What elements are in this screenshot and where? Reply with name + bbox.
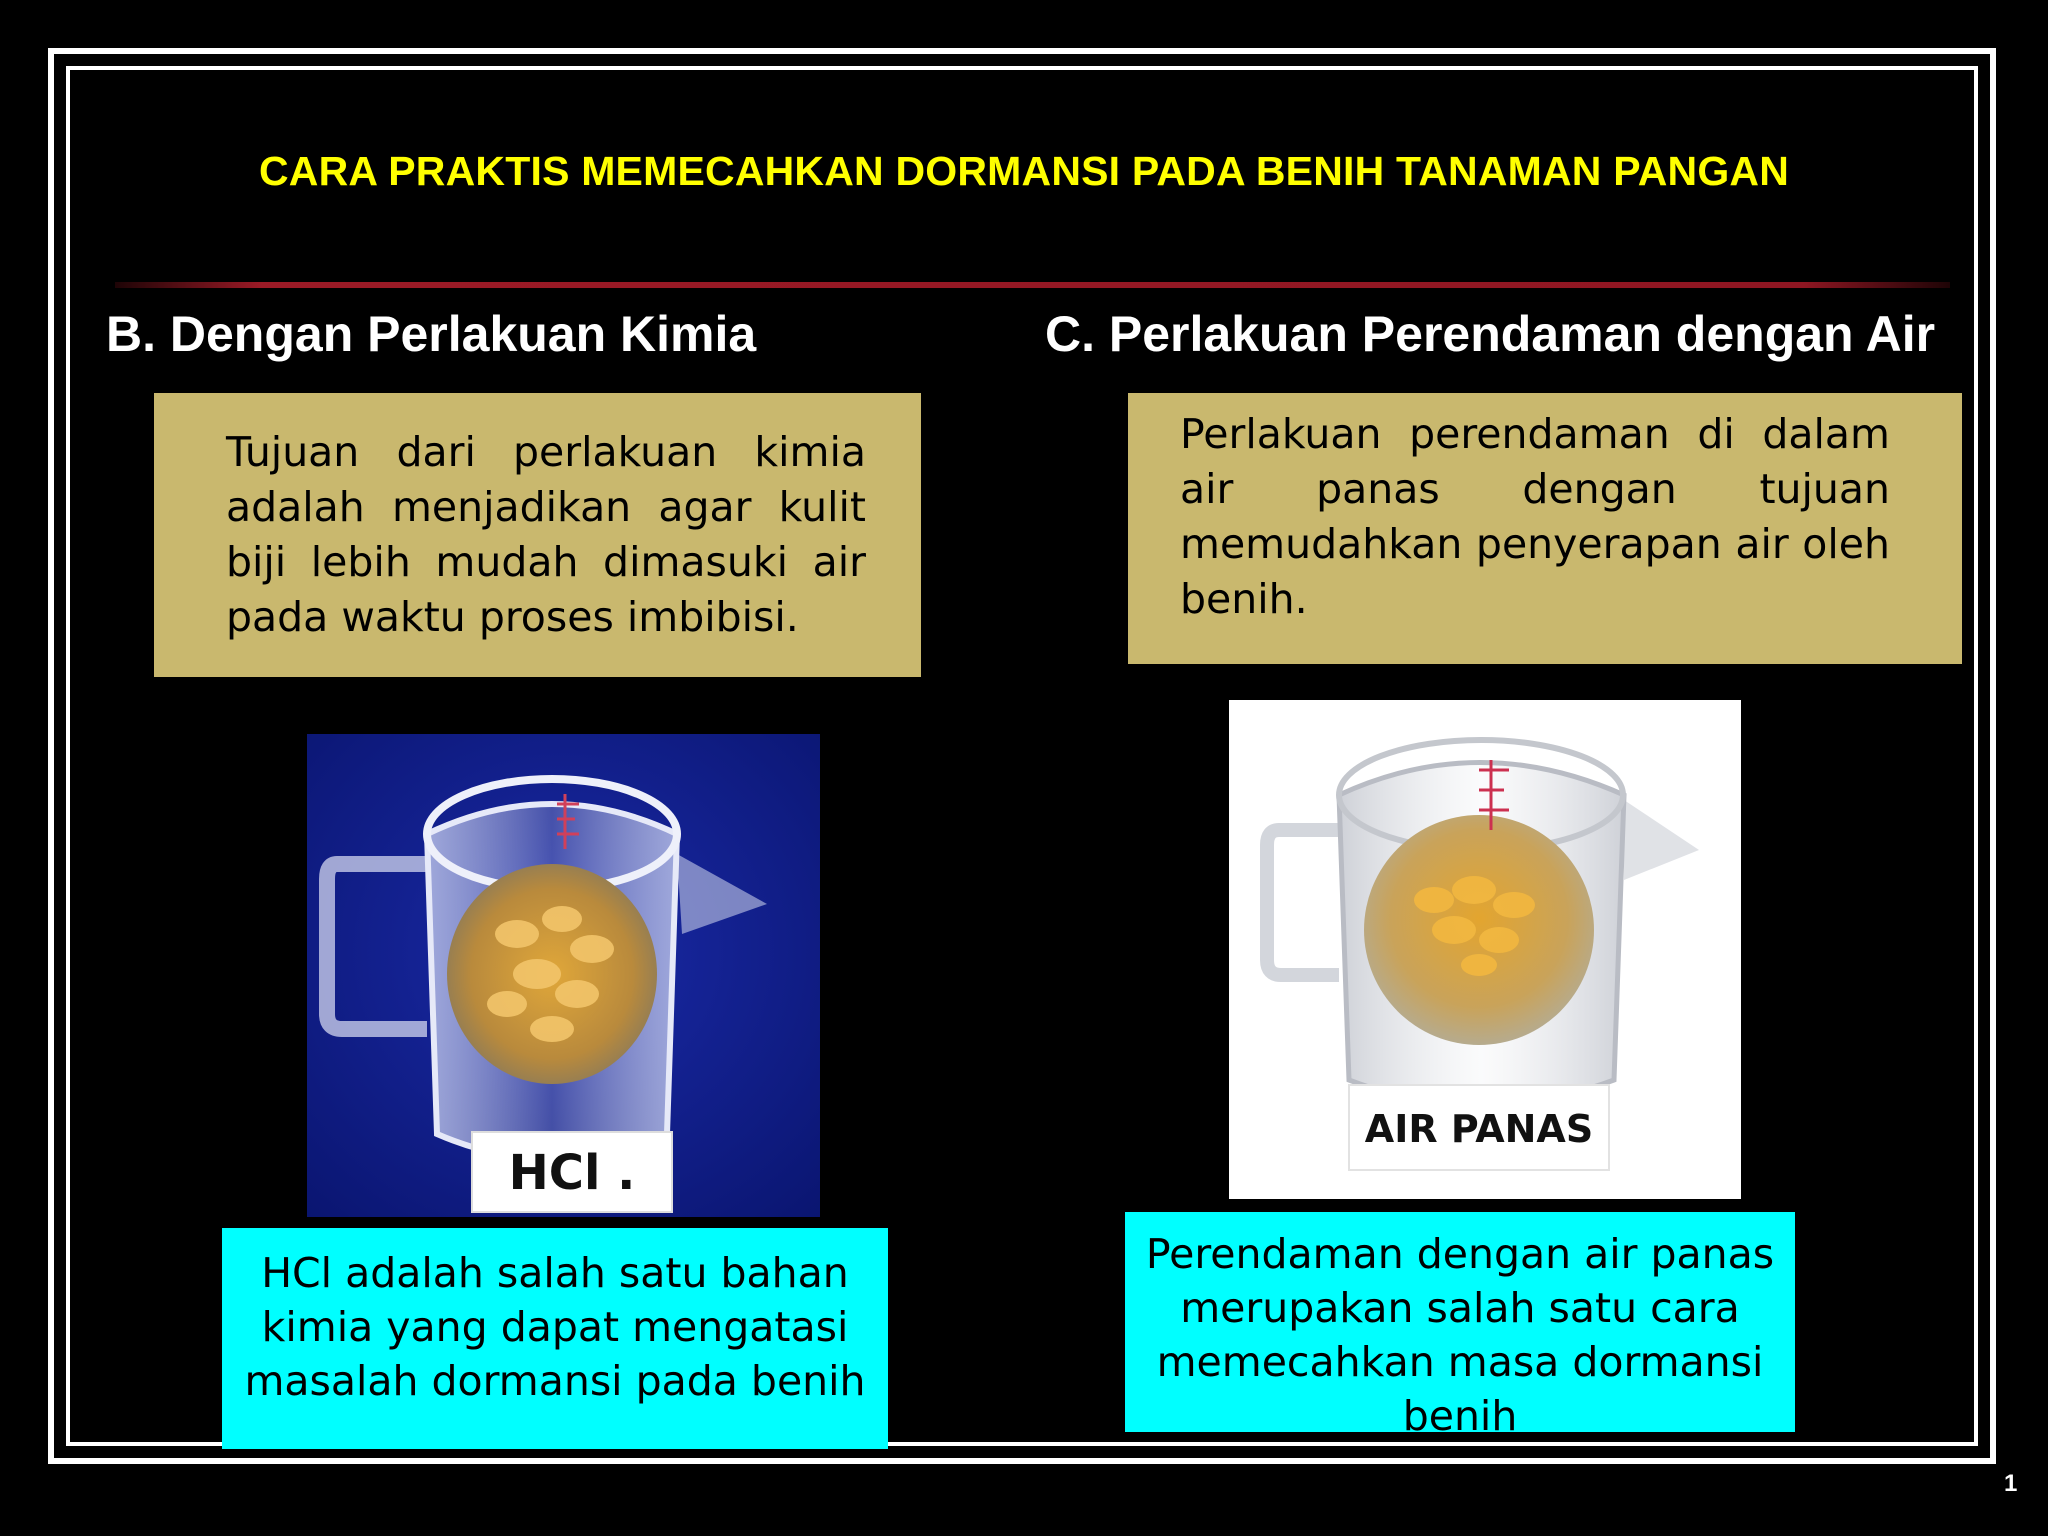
hcl-photo-label: HCl . [508, 1145, 636, 1201]
title-divider [115, 282, 1950, 288]
right-heading: C. Perlakuan Perendaman dengan Air [1045, 306, 1936, 362]
left-heading: B. Dengan Perlakuan Kimia [106, 306, 757, 362]
slide-number: 1 [2004, 1470, 2018, 1497]
left-description-box [154, 393, 921, 677]
left-caption-box [222, 1228, 888, 1449]
right-description: Perlakuan perendaman di dalam air panas dengan tujuan memudahkan penyerapan air oleh benih. [1180, 410, 1890, 623]
air-panas-photo-label: AIR PANAS [1364, 1107, 1594, 1151]
right-caption-box [1125, 1212, 1795, 1440]
right-description-box [1128, 393, 1962, 664]
left-caption: HCl adalah salah satu bahan kimia yang dapat mengatasi masalah dormansi pada benih [244, 1249, 866, 1405]
right-caption: Perendaman dengan air panas merupakan salah satu cara memecahkan masa dormansi benih [1145, 1230, 1775, 1440]
slide-title: CARA PRAKTIS MEMECAHKAN DORMANSI PADA BENIH TANAMAN PANGAN [258, 148, 1790, 194]
air-panas-photo [1229, 700, 1741, 1199]
hcl-photo [307, 734, 820, 1217]
left-description: Tujuan dari perlakuan kimia adalah menjadikan agar kulit biji lebih mudah dimasuki air pada waktu proses imbibisi. [226, 428, 866, 641]
